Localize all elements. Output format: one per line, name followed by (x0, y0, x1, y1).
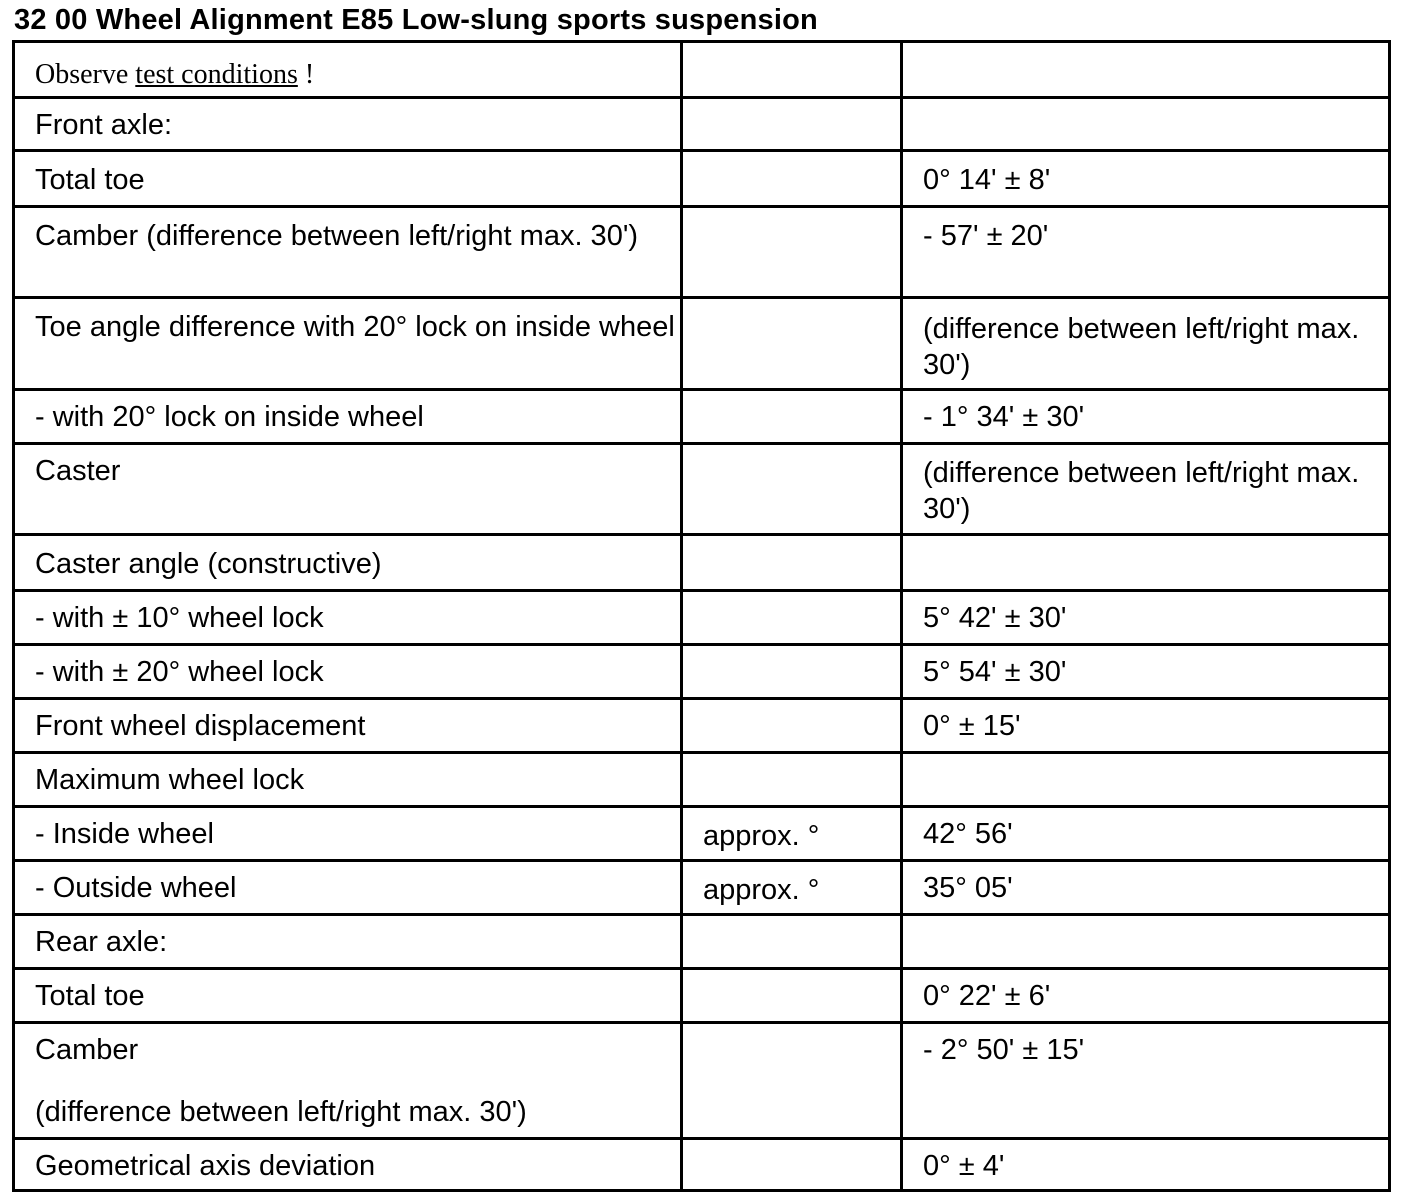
alignment-spec-table (12, 40, 1391, 1192)
row-value (902, 535, 1390, 591)
test-conditions-text: test conditions (135, 59, 298, 90)
table-row (14, 969, 1390, 1023)
table-row (14, 207, 1390, 298)
row-note (682, 151, 902, 207)
row-value (902, 753, 1390, 807)
row-note (682, 298, 902, 390)
table-row (14, 98, 1390, 151)
row-note (682, 969, 902, 1023)
row-note (682, 645, 902, 699)
row-label: - Outside wheel (14, 861, 682, 915)
row-value: 5° 54' ± 30' (902, 645, 1390, 699)
row-value: - 57' ± 20' (902, 207, 1390, 298)
row-label: - with ± 20° wheel lock (14, 645, 682, 699)
row-value (902, 915, 1390, 969)
row-label: Geometrical axis deviation (14, 1139, 682, 1191)
row-label: Maximum wheel lock (14, 753, 682, 807)
table-row (14, 699, 1390, 753)
row-value: 0° ± 4' (902, 1139, 1390, 1191)
row-note (682, 444, 902, 535)
row-label: Toe angle difference with 20° lock on inside wheel (14, 298, 682, 390)
table-row (14, 444, 1390, 535)
table-row (14, 645, 1390, 699)
document-title: 32 00 Wheel Alignment E85 Low-slung sports suspension (14, 4, 818, 36)
table-row (14, 807, 1390, 861)
camber-rear-label-note: (difference between left/right max. 30') (35, 1096, 527, 1128)
row-label (14, 1023, 682, 1139)
table-row (14, 591, 1390, 645)
row-note (682, 699, 902, 753)
row-label: Total toe (14, 969, 682, 1023)
table-row (14, 861, 1390, 915)
table-row (14, 915, 1390, 969)
row-value (902, 98, 1390, 151)
row-note (682, 98, 902, 151)
row-value: (difference between left/right max. 30') (902, 444, 1390, 535)
table-row (14, 1023, 1390, 1139)
row-note (682, 535, 902, 591)
table-row (14, 535, 1390, 591)
table-row-intro (14, 42, 1390, 98)
row-value: 35° 05' (902, 861, 1390, 915)
row-note: approx. ° (682, 861, 902, 915)
table-row (14, 1139, 1390, 1191)
intro-text-1: Observe (35, 59, 136, 90)
row-note (682, 1023, 902, 1139)
row-label: Caster (14, 444, 682, 535)
row-value: 5° 42' ± 30' (902, 591, 1390, 645)
row-label: - with ± 10° wheel lock (14, 591, 682, 645)
row-label: Front wheel displacement (14, 699, 682, 753)
row-label: Total toe (14, 151, 682, 207)
row-label: - with 20° lock on inside wheel (14, 390, 682, 444)
intro-text-2: ! (297, 59, 315, 90)
row-value: 42° 56' (902, 807, 1390, 861)
row-label: Rear axle: (14, 915, 682, 969)
row-note: approx. ° (682, 807, 902, 861)
row-label: Caster angle (constructive) (14, 535, 682, 591)
row-value: 0° ± 15' (902, 699, 1390, 753)
row-note (682, 591, 902, 645)
row-label: Front axle: (14, 98, 682, 151)
row-label: Camber (difference between left/right max. 30') (14, 207, 682, 298)
intro-note-cell (682, 42, 902, 98)
table-row (14, 151, 1390, 207)
row-value: 0° 22' ± 6' (902, 969, 1390, 1023)
table-row (14, 753, 1390, 807)
row-value: (difference between left/right max. 30') (902, 298, 1390, 390)
intro-cell (14, 42, 682, 98)
row-value: - 2° 50' ± 15' (902, 1023, 1390, 1139)
row-label: - Inside wheel (14, 807, 682, 861)
row-note (682, 1139, 902, 1191)
table-row (14, 390, 1390, 444)
camber-rear-label: Camber (35, 1034, 139, 1066)
row-note (682, 207, 902, 298)
row-note (682, 390, 902, 444)
row-note (682, 915, 902, 969)
row-value: - 1° 34' ± 30' (902, 390, 1390, 444)
row-note (682, 753, 902, 807)
intro-value-cell (902, 42, 1390, 98)
table-row (14, 298, 1390, 390)
row-value: 0° 14' ± 8' (902, 151, 1390, 207)
